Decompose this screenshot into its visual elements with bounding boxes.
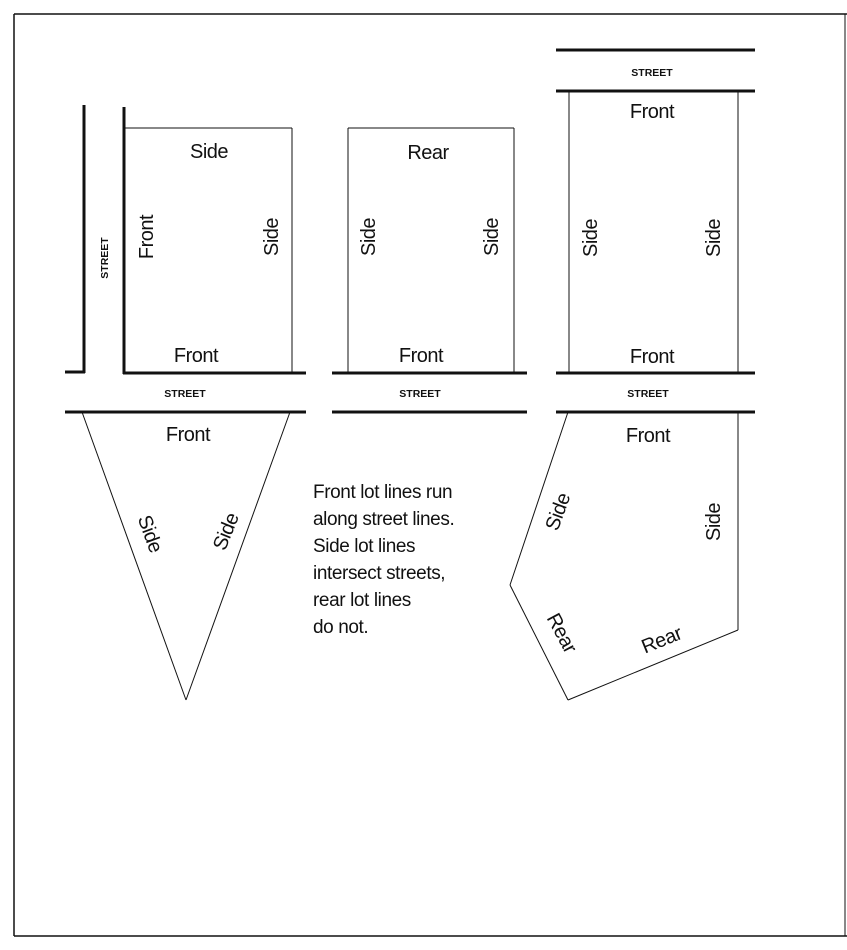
note-line-2: along street lines.: [313, 509, 455, 530]
through-lot-bottom-label: Front: [629, 346, 675, 368]
irregular-lot-bottom-label: Rear: [638, 622, 686, 659]
through-lot-right-label: Side: [703, 218, 725, 258]
triangle-lot-right-label: Side: [209, 510, 244, 554]
corner-lot-top-label: Side: [189, 141, 229, 163]
interior-lot-bottom-label: Front: [398, 345, 444, 367]
irregular-lot-left-label: Side: [541, 490, 576, 534]
street-label-bottom-right: STREET: [627, 388, 669, 400]
corner-lot-bottom-label: Front: [173, 345, 219, 367]
triangle-lot-left-line: [82, 412, 186, 700]
interior-lot: [332, 128, 527, 373]
irregular-lot: [510, 412, 738, 700]
interior-lot-top-label: Rear: [407, 142, 449, 164]
note-line-6: do not.: [313, 617, 369, 638]
note-line-5: rear lot lines: [313, 590, 411, 611]
note-line-1: Front lot lines run: [313, 482, 453, 503]
street-label-bottom-middle: STREET: [399, 388, 441, 400]
triangle-lot-right-line: [186, 412, 290, 700]
irregular-lot-lower-left-label: Rear: [541, 609, 581, 657]
triangle-lot-left-label: Side: [132, 512, 167, 556]
street-label-left-vertical: STREET: [99, 237, 111, 279]
corner-lot-right-label: Side: [261, 217, 283, 257]
note-line-4: intersect streets,: [313, 563, 446, 584]
through-lot-left-label: Side: [580, 218, 602, 258]
street-label-bottom-left: STREET: [164, 388, 206, 400]
interior-lot-right-label: Side: [481, 217, 503, 257]
corner-lot-left-label: Front: [136, 214, 158, 260]
corner-lot: [65, 105, 306, 374]
note-line-3: Side lot lines: [313, 536, 416, 557]
street-label-top-right: STREET: [631, 67, 673, 79]
interior-lot-left-label: Side: [358, 217, 380, 257]
irregular-lot-right-label: Side: [703, 502, 725, 542]
through-lot: [556, 50, 755, 373]
triangle-lot: [82, 412, 290, 700]
through-lot-top-label: Front: [629, 101, 675, 123]
lot-lines-note: [313, 482, 454, 638]
triangle-lot-top-label: Front: [165, 424, 211, 446]
irregular-lot-top-label: Front: [625, 425, 671, 447]
